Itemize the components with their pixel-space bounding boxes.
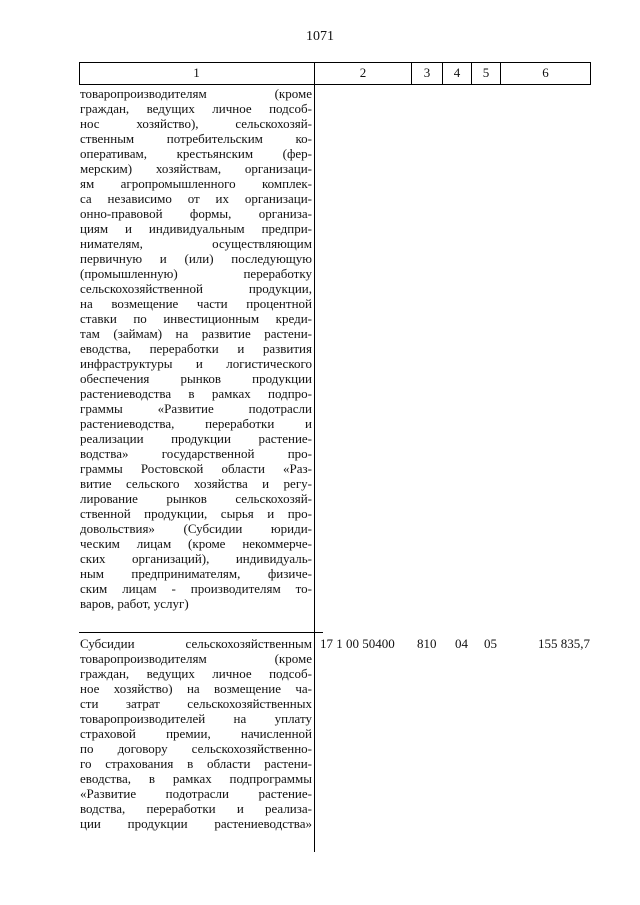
header-col-1: 1 bbox=[193, 65, 200, 80]
page-number: 1071 bbox=[306, 29, 334, 44]
row-1-name-line: варов, работ, услуг) bbox=[80, 596, 189, 611]
row-1-name-line: граммы «Развитие подотрасли bbox=[80, 401, 312, 416]
row-1-name-line: граммы Ростовской области «Раз- bbox=[80, 461, 312, 476]
row-2-col4: 04 bbox=[455, 636, 468, 651]
row-1-name-line: нимателям, осуществляющим bbox=[80, 236, 312, 251]
row-1-name-line: нос хозяйство), сельскохозяй- bbox=[80, 116, 312, 131]
row-2-name-line: водства, переработки и реализа- bbox=[80, 801, 312, 816]
row-1-name-line: онно-правовой формы, организа- bbox=[80, 206, 312, 221]
row-1-name-line: лирование рынков сельскохозяй- bbox=[80, 491, 312, 506]
row-1-name-line: там (займам) на развитие растени- bbox=[80, 326, 312, 341]
row-1-name-line: реализации продукции растение- bbox=[80, 431, 312, 446]
row-2-name-line: страховой премии, начисленной bbox=[80, 726, 312, 741]
row-1-name-line: ным предпринимателям, физиче- bbox=[80, 566, 312, 581]
row-2-name-line: товаропроизводителям (кроме bbox=[80, 651, 312, 666]
row-2-name bbox=[80, 636, 312, 831]
row-1-name-line: растениеводства, переработки и bbox=[80, 416, 312, 431]
header-col-2: 2 bbox=[359, 65, 367, 80]
row-1-name-line: циям и индивидуальным предпри- bbox=[80, 221, 312, 236]
header-col-6: 6 bbox=[542, 65, 549, 80]
row-1-name-line: граждан, ведущих личное подсоб- bbox=[80, 101, 312, 116]
row-1-name-line: са независимо от их организаци- bbox=[80, 191, 312, 206]
row-1-name-line: мерским) хозяйствам, организаци- bbox=[80, 161, 312, 176]
row-1-name-line: товаропроизводителям (кроме bbox=[80, 86, 312, 101]
header-col-3: 3 bbox=[423, 65, 431, 80]
row-1-name-line: ставки по инвестиционным креди- bbox=[80, 311, 312, 326]
row-1-name-line: ческим лицам (кроме некоммерче- bbox=[80, 536, 312, 551]
table-top-rule bbox=[79, 62, 591, 63]
header-bottom-rule bbox=[79, 84, 591, 85]
row-1-name-line: ственным потребительским ко- bbox=[80, 131, 312, 146]
row-2-name-line: ции продукции растениеводства» bbox=[80, 816, 312, 831]
row-2-name-line: «Развитие подотрасли растение- bbox=[80, 786, 312, 801]
row-2-code: 17 1 00 50400 bbox=[320, 636, 395, 651]
row-1-name-line: сельскохозяйственной продукции, bbox=[80, 281, 312, 296]
row-2-col5: 05 bbox=[484, 636, 497, 651]
row-1-name-line: ских организаций), индивидуаль- bbox=[80, 551, 312, 566]
row-1-name-line: (промышленную) переработку bbox=[80, 266, 312, 281]
row-1-name-line: обеспечения рынков продукции bbox=[80, 371, 312, 386]
row-1-name-line: первичную и (или) последующую bbox=[80, 251, 312, 266]
row-2-name-line: по договору сельскохозяйственно- bbox=[80, 741, 312, 756]
row-1-name-line: на возмещение части процентной bbox=[80, 296, 312, 311]
row-1-name-line: довольствия» (Субсидии юриди- bbox=[80, 521, 312, 536]
row-1-name-line: водства» государственной про- bbox=[80, 446, 312, 461]
col1-right-rule bbox=[314, 62, 315, 852]
row-2-name-line: сти затрат сельскохозяйственных bbox=[80, 696, 312, 711]
row-2-amount: 155 835,7 bbox=[538, 636, 590, 651]
row-1-name-line: витие сельского хозяйства и регу- bbox=[80, 476, 312, 491]
row-1-name bbox=[80, 86, 312, 611]
row-1-name-line: ственной продукции, сырья и про- bbox=[80, 506, 312, 521]
row-2-name-line: го страхования в области растени- bbox=[80, 756, 312, 771]
row-separator-rule bbox=[79, 632, 323, 633]
header-col-4: 4 bbox=[453, 65, 461, 80]
row-2-name-line: Субсидии сельскохозяйственным bbox=[80, 636, 312, 651]
row-2-name-line: товаропроизводителей на уплату bbox=[80, 711, 312, 726]
table-right-rule bbox=[590, 62, 591, 85]
row-1-name-line: ям агропромышленного комплек- bbox=[80, 176, 312, 191]
row-1-name-line: растениеводства в рамках подпро- bbox=[80, 386, 312, 401]
row-2-name-line: ное хозяйство) на возмещение ча- bbox=[80, 681, 312, 696]
row-2-col3: 810 bbox=[417, 636, 437, 651]
row-2-name-line: граждан, ведущих личное подсоб- bbox=[80, 666, 312, 681]
row-1-name-line: ским лицам - производителям то- bbox=[80, 581, 312, 596]
row-2-name-line: еводства, в рамках подпрограммы bbox=[80, 771, 312, 786]
row-1-name-line: еводства, переработки и развития bbox=[80, 341, 312, 356]
row-1-name-line: инфраструктуры и логистического bbox=[80, 356, 312, 371]
row-1-name-line: оперативам, крестьянским (фер- bbox=[80, 146, 312, 161]
budget-table bbox=[79, 62, 591, 852]
header-col-5: 5 bbox=[482, 65, 490, 80]
